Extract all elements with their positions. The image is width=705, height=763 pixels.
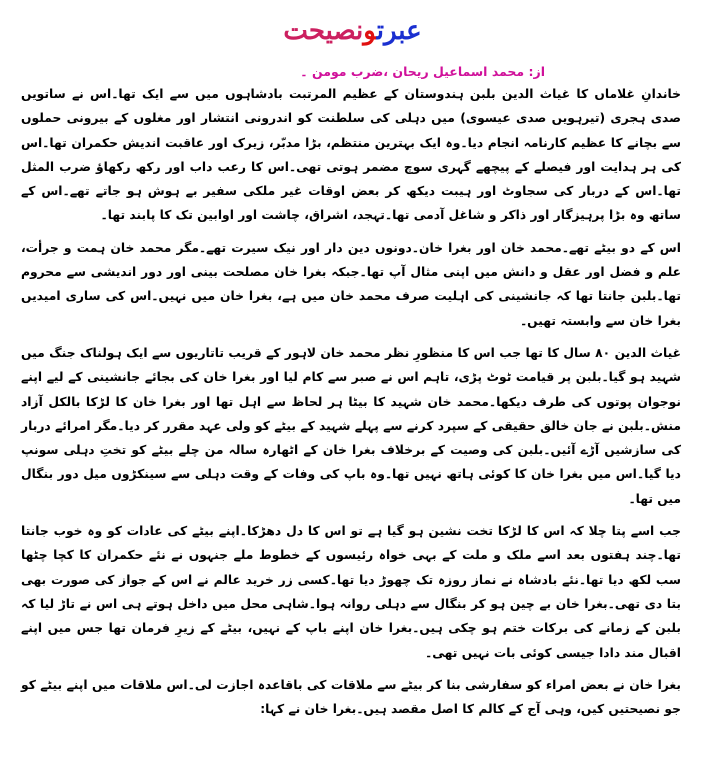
article-body — [21, 82, 681, 729]
paragraph-4: جب اسے پتا چلا کہ اس کا لڑکا تخت نشین ہو گیا ہے تو اس کا دل دھڑکا۔اپنے بیٹے کی عادات کو وہ خوب جانتا تھا۔چند ہفتوں بعد اسے ملک و ملت کے بہی خواہ رئیسوں کے خطوط ملے جنہوں نے نئے حکمران کا کچا چٹھا سب لکھ دیا تھا۔نئے بادشاہ نے نماز روزہ تک چھوڑ دیا تھا۔کسی زر خرید عالم نے اس کے جواز کی صورت بھی بتا دی تھی۔بغرا خان بے چین ہو کر بنگال سے دہلی روانہ ہوا۔شاہی محل میں داخل ہوتے ہی اس نے تاڑ لیا کہ بلبن کے زمانے کی برکات ختم ہو چکی ہیں۔بغرا خان اپنے باپ کے نہیں، بیٹے کے زیرِ فرمان تھا جس میں اپنے اقبال مند دادا جیسی کوئی بات نہیں تھی۔ — [21, 524, 681, 660]
paragraph-2: اس کے دو بیٹے تھے۔محمد خان اور بغرا خان۔دونوں دین دار اور نیک سیرت تھے۔مگر محمد خان ہمت و جرأت، علم و فضل اور عقل و دانش میں اپنی مثال آپ تھا۔جبکہ بغرا خان مصلحت بینی اور دور اندیشی سے محروم تھا۔بلبن جانتا تھا کہ جانشینی کی اہلیت صرف محمد خان میں ہے، بغرا خان میں نہیں۔اس کی ساری امیدیں بغرا خان سے وابستہ تھیں۔ — [21, 240, 681, 328]
article-title — [0, 14, 705, 48]
paragraph-1: خاندانِ غلاماں کا غیاث الدین بلبن ہندوستان کے عظیم المرتبت بادشاہوں میں سے ایک تھا۔اس نے ساتویں صدی ہجری (تیرہویں صدی عیسوی) میں دہلی کی سلطنت کو اندرونی انتشار اور مغلوں کے بیرونی حملوں سے بچانے کا عظیم کارنامہ انجام دیا۔وہ ایک بہترین منتظم، بڑا مدبّر، زیرک اور عاقبت اندیش حکمران تھا۔اس کی ہر ہدایت اور فیصلے کے پیچھے گہری سوچ مضمر ہوتی تھی۔اس کا رعب داب اور رکھ رکھاؤ ضرب المثل تھا۔اس کے دربار کی سجاوٹ اور ہیبت دیکھ کر بعض اوقات غیر ملکی سفیر بے ہوش ہو جاتے تھے۔اس کے ساتھ وہ بڑا پرہیزگار اور ذاکر و شاغل آدمی تھا۔تہجد، اشراق، چاشت اور اوابین تک کا پابند تھا۔ — [21, 87, 681, 223]
title-word-naseehat: نصیحت — [283, 16, 364, 46]
paragraph-5: بغرا خان نے بعض امراء کو سفارشی بنا کر بیٹے سے ملاقات کی باقاعدہ اجازت لی۔اس ملاقات میں اپنے بیٹے کو جو نصیحتیں کیں، وہی آج کے کالم کا اصل مقصد ہیں۔بغرا خان نے کہا: — [21, 677, 681, 717]
author-byline: از: محمد اسماعیل ریحان ،ضرب مومن ۔ — [300, 64, 545, 79]
paragraph-3: غیاث الدین ۸۰ سال کا تھا جب اس کا منظورِ نظر محمد خان لاہور کے قریب تاتاریوں سے ایک ہولناک جنگ میں شہید ہو گیا۔بلبن پر قیامت ٹوٹ پڑی، تاہم اس نے صبر سے کام لیا اور بغرا خان کی بجائے جانشینی کے لیے اپنے نوجوان پوتوں کی طرف دیکھا۔محمد خان شہید کا بیٹا ہر لحاظ سے اہل تھا اور بغرا خان کا لڑکا بالکل آزاد منش۔بلبن نے جان خالق حقیقی کے سپرد کرنے سے پہلے شہید کے بیٹے کو ولی عہد مقرر کر دیا۔مگر امرائے دربار کی سازشیں آڑے آئیں۔بلبن کی وصیت کے برخلاف بغرا خان کے اٹھارہ سالہ من چلے بیٹے کو تختِ دہلی سونپ دیا گیا۔اس میں بغرا خان کا کوئی ہاتھ نہیں تھا۔وہ باپ کی وفات کے وقت دہلی سے سینکڑوں میل دور بنگال میں تھا۔ — [21, 345, 681, 506]
title-word-ibrat: عبرت — [376, 16, 422, 46]
title-conjunction: و — [363, 16, 377, 46]
